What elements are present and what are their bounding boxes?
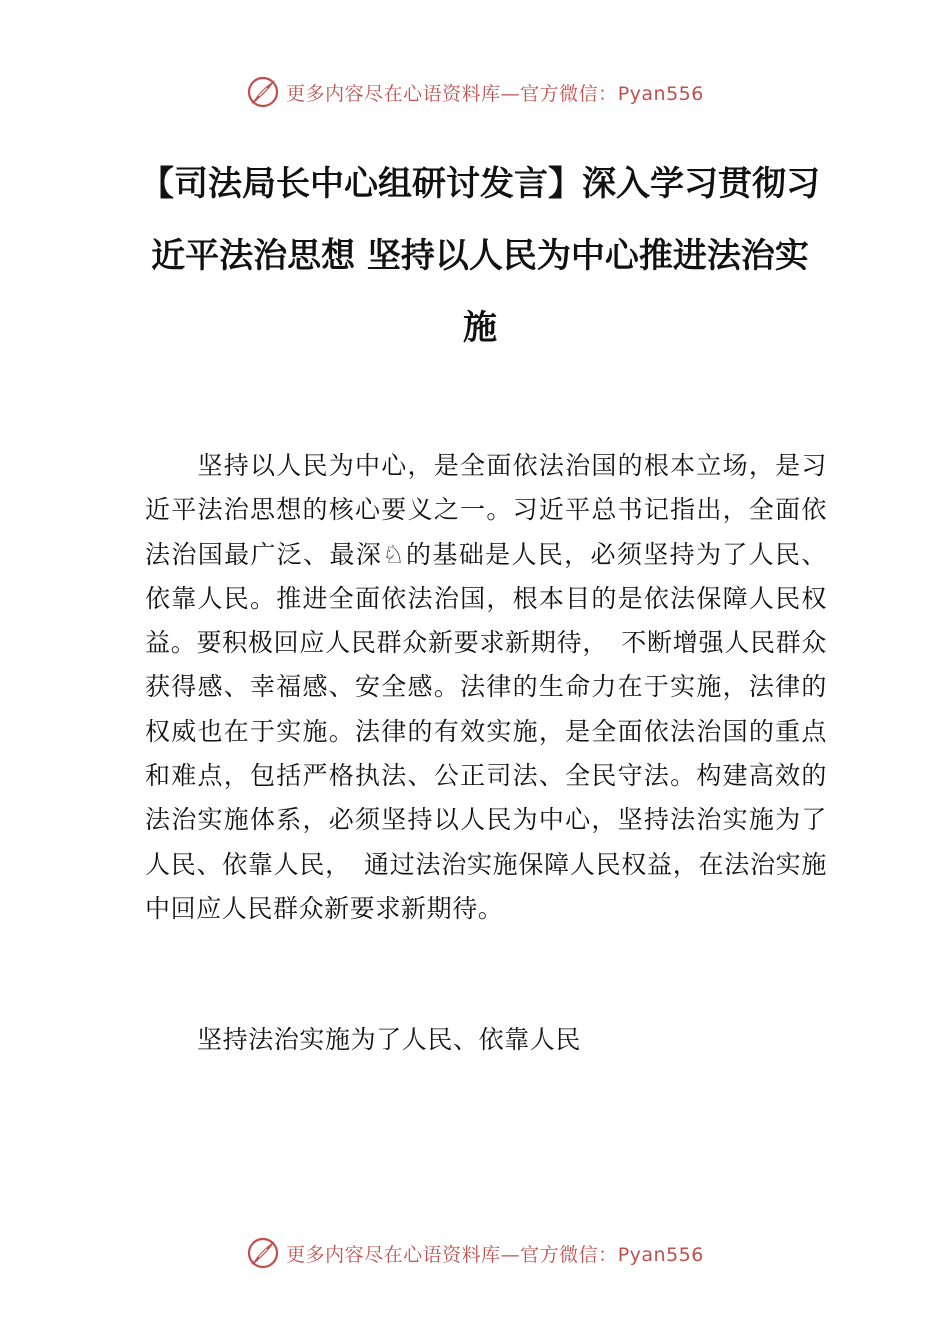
section-subheading: 坚持法治实施为了人民、依靠人民 <box>197 1025 582 1054</box>
watermark-wechat-handle: Pyan556 <box>617 1243 704 1266</box>
quill-logo-icon <box>246 1236 280 1270</box>
watermark-wechat-handle: Pyan556 <box>617 82 704 105</box>
watermark-wechat-label: 官方微信： <box>520 1243 618 1266</box>
footer-watermark <box>0 1233 950 1273</box>
watermark-site-name: 更多内容尽在心语资料库 <box>286 82 501 105</box>
quill-logo-icon <box>246 75 280 109</box>
watermark-dash: — <box>500 1243 521 1266</box>
header-watermark <box>0 72 950 112</box>
watermark-text <box>286 79 704 106</box>
watermark-site-name: 更多内容尽在心语资料库 <box>286 1243 501 1266</box>
watermark-wechat-label: 官方微信： <box>520 82 618 105</box>
watermark-text <box>286 1240 704 1267</box>
document-title: 【司法局长中心组研讨发言】深入学习贯彻习近平法治思想 坚持以人民为中心推进法治实施 <box>140 164 820 348</box>
watermark-dash: — <box>500 82 521 105</box>
body-paragraph: 坚持以人民为中心，是全面依法治国的根本立场，是习近平法治思想的核心要义之一。习近平总书记指出，全面依法治国最广泛、最深♘的基础是人民，必须坚持为了人民、依靠人民。推进全面依法治国，根本目的是依法保障人民权益。要积极回应人民群众新要求新期待， 不断增强人民群众获得感、幸福感、安全感。法律的生命力在于实施，法律的权威也在于实施。法律的有效实施，是全面依法治国的重点和难点，包括严格执法、公正司法、全民守法。构建高效的法治实施体系，必须坚持以人民为中心，坚持法治实施为了人民、依靠人民， 通过法治实施保障人民权益，在法治实施中回应人民群众新要求新期待。 <box>145 451 827 923</box>
